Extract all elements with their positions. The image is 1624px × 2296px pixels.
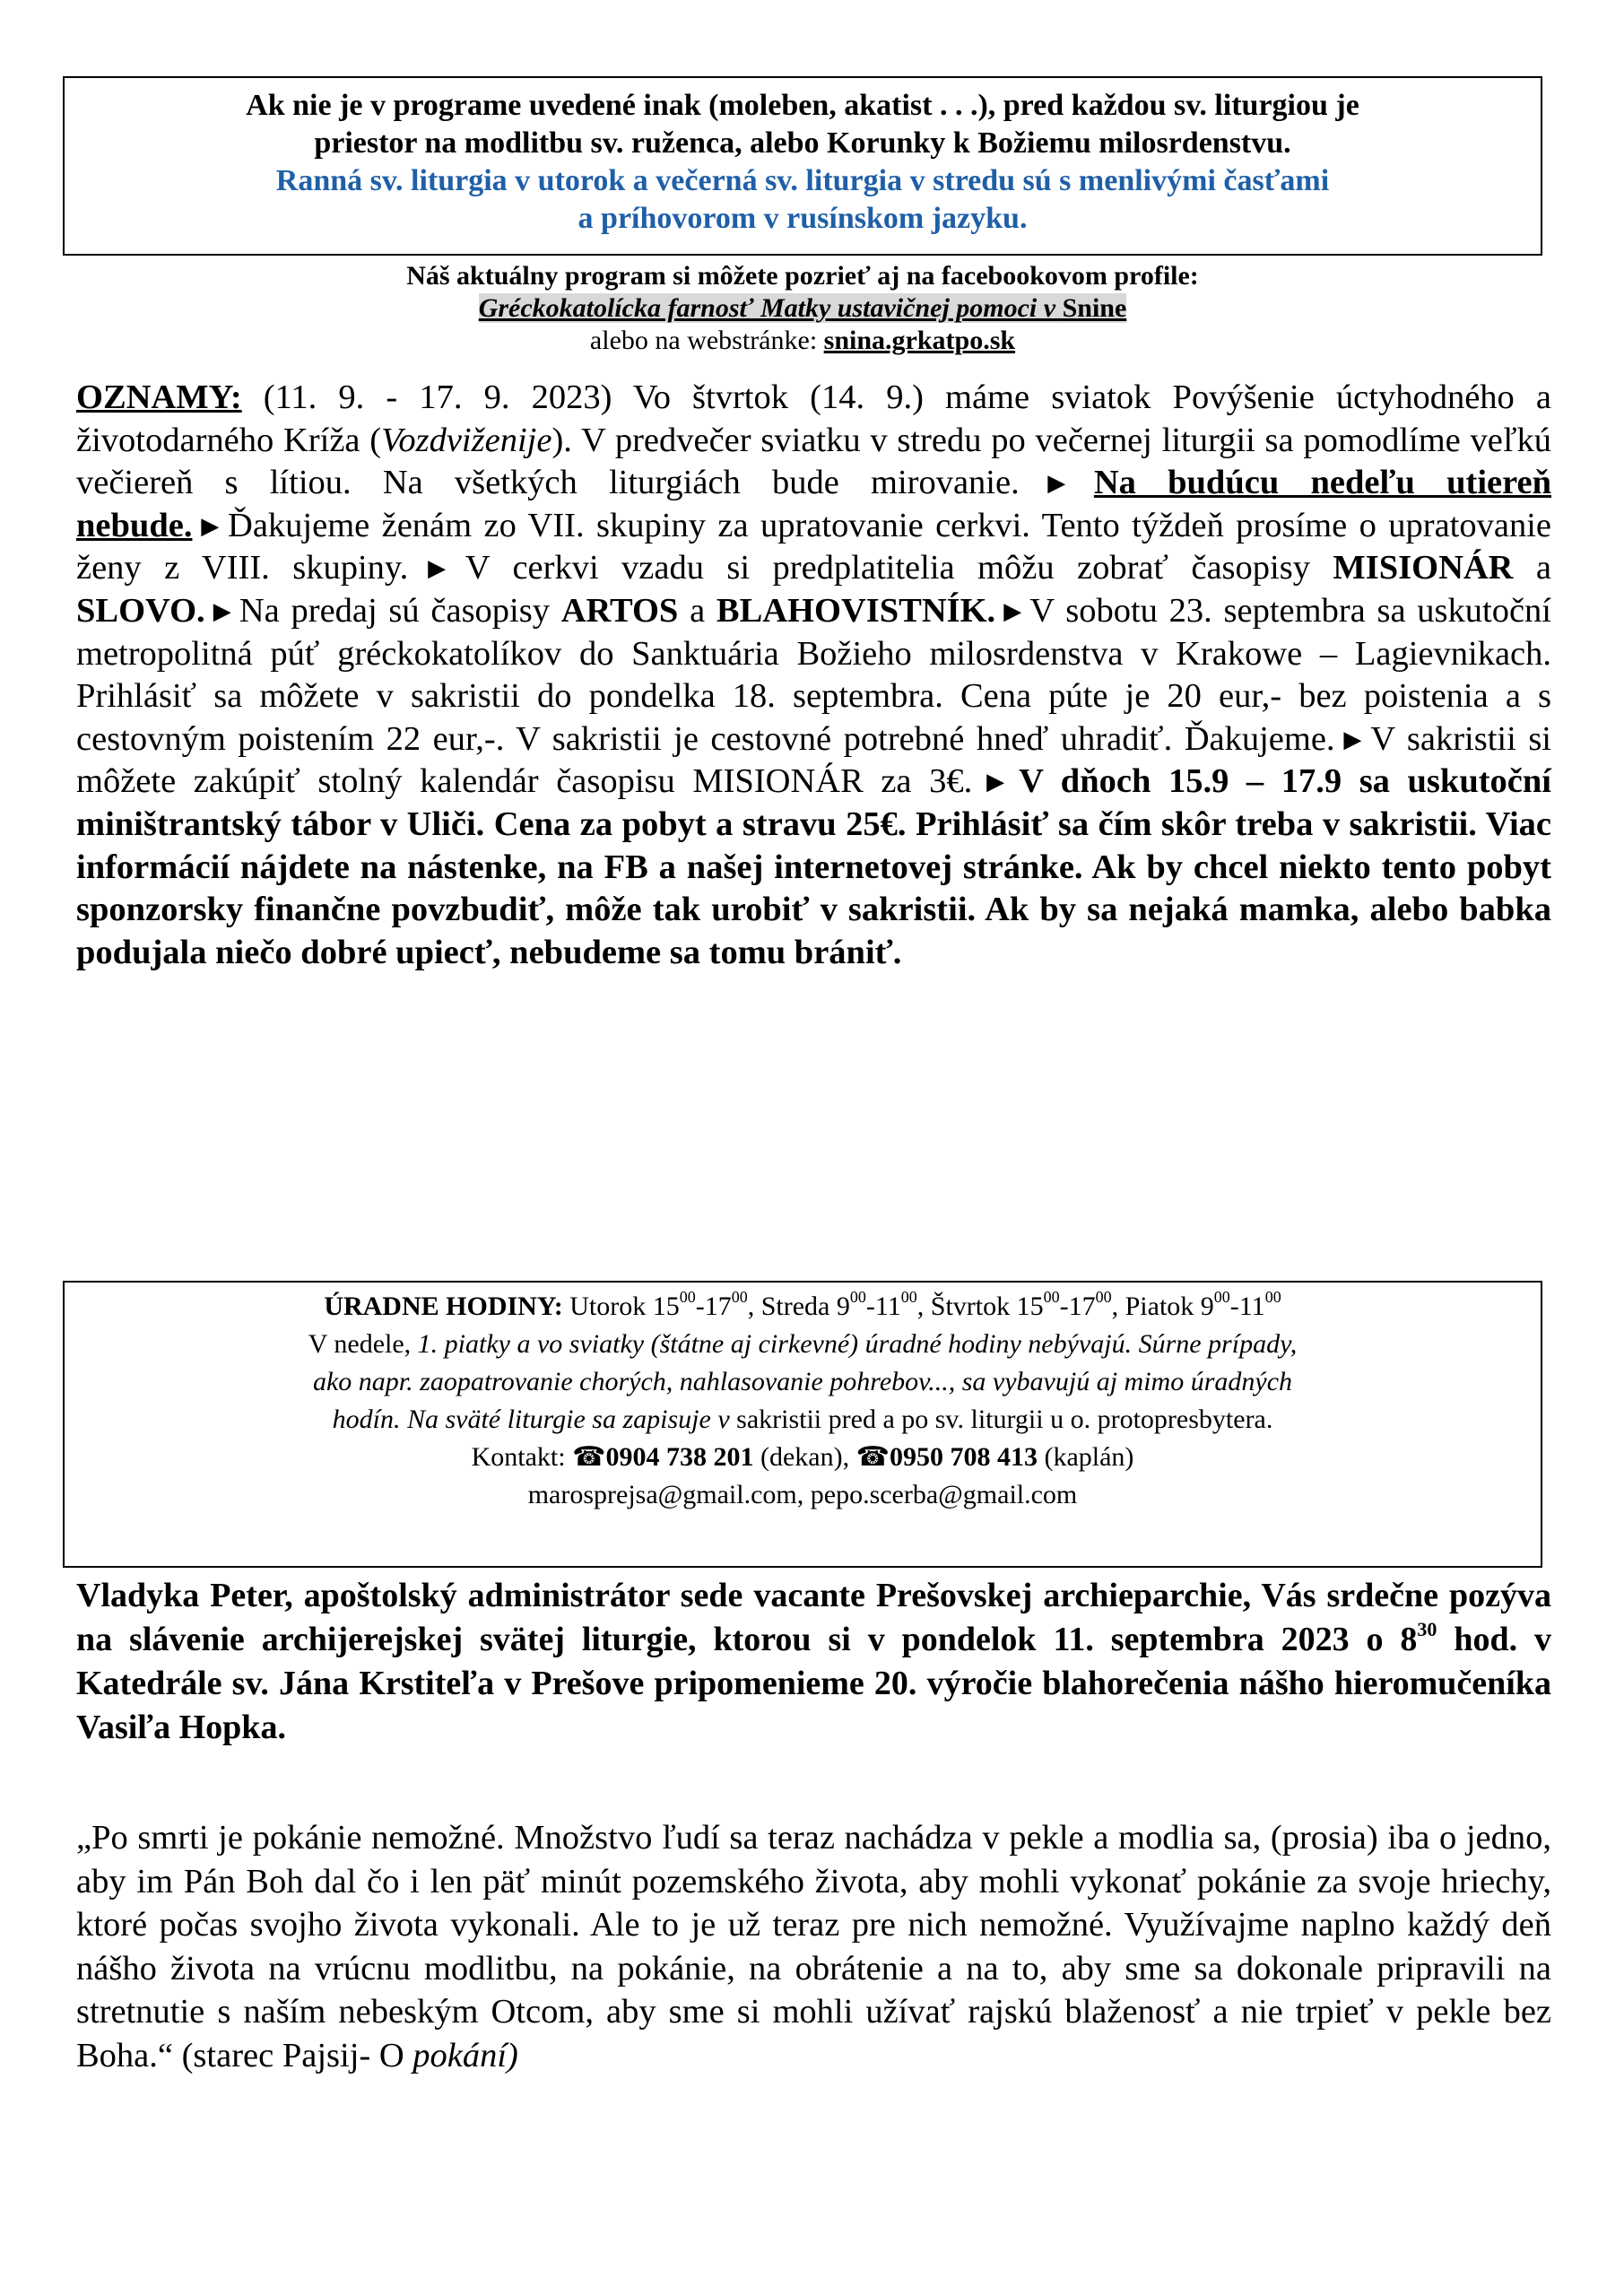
web-prefix: alebo na webstránke: <box>589 326 824 355</box>
web-line <box>63 325 1542 357</box>
hours-sup: 00 <box>1095 1288 1112 1306</box>
hours-friday-end: -11 <box>1229 1292 1265 1321</box>
magazine-blahovistnik: BLAHOVISTNÍK. <box>716 591 996 630</box>
hours-sup: 00 <box>1213 1288 1230 1306</box>
magazine-misionar: MISIONÁR <box>1333 549 1514 587</box>
announcement-cleaning: Ďakujeme ženám zo VII. skupiny za upratovanie cerkvi. Tento týždeň prosíme o upratovanie ženy z VIII. skupiny. <box>76 506 1551 587</box>
bullet-icon: ▶ <box>1024 470 1089 497</box>
announcement-altar-servers-camp: V dňoch 15.9 – 17.9 sa uskutoční miništrantský tábor v Uliči. Cena za pobyt a stravu 25€. Prihlásiť sa čím skôr treba v sakristii. Viac informácií nájdete na nástenke, na FB a našej internetovej stránke. Ak by chcel niekto tento pobyt sponzorsky finančne povzbudiť, môže tak urobiť v sakristii. Ak by sa nejaká mamka, alebo babka podujala niečo dobré upiecť, nebudeme sa tomu brániť. <box>76 762 1551 971</box>
phone-icon: ☎ <box>855 1442 890 1472</box>
phone-icon: ☎ <box>572 1442 606 1472</box>
office-hours-box <box>63 1281 1542 1568</box>
facebook-note-line: Náš aktuálny program si môžete pozrieť aj na facebookovom profile: <box>406 261 1199 291</box>
notice-line-3: Ranná sv. liturgia v utorok a večerná sv. liturgia v stredu sú s menlivými časťami <box>275 164 1330 197</box>
notice-line-4: a príhovorom v rusínskom jazyku. <box>578 202 1028 235</box>
announcement-calendar: V sakristii si môžete zakúpiť stolný kalendár časopisu MISIONÁR za 3€. <box>76 719 1552 801</box>
notice-line-1: Ak nie je v programe uvedené inak (moleben, akatist . . .), pred každou sv. liturgiou je <box>246 89 1359 122</box>
contact-label: Kontakt: <box>471 1442 573 1472</box>
announcement-magazines: V cerkvi vzadu si predplatitelia môžu zobrať časopisy <box>465 549 1333 587</box>
office-liturgy-rest: sakristii pred a po sv. liturgii u o. protopresbytera. <box>736 1405 1273 1434</box>
liturgy-notice-box <box>63 76 1542 256</box>
announcements-section <box>76 377 1551 974</box>
hours-thursday-end: -17 <box>1059 1292 1096 1321</box>
elder-quote <box>76 1816 1551 2077</box>
facebook-profile-name: Gréckokatolícka farnosť Matky ustavičnej pomoci v <box>478 293 1063 323</box>
hours-sup: 00 <box>731 1288 748 1306</box>
bullet-icon: ▶ <box>1340 726 1366 752</box>
email-line[interactable]: marosprejsa@gmail.com, pepo.scerba@gmail.com <box>527 1480 1078 1509</box>
bullet-icon: ▶ <box>413 555 460 582</box>
announcement-pilgrimage: V sobotu 23. septembra sa uskutoční metropolitná púť gréckokatolíkov do Sanktuária Božieho milosrdenstva v Krakowe – Lagievnikach. Prihlásiť sa môžete v sakristii do pondelka 18. septembra. Cena púte je 20 eur,- bez poistenia a s cestovným poistením 22 eur,-. V sakristii je cestovné potrebné hneď uhradiť. Ďakujeme. <box>76 591 1551 758</box>
announcement-feast: (11. 9. - 17. 9. 2023) Vo štvrtok (14. 9.) máme sviatok Povýšenie úctyhodného a životodarného Kríža ( <box>76 378 1551 459</box>
bullet-icon: ▶ <box>197 512 223 539</box>
hours-friday: , Piatok 9 <box>1111 1292 1214 1321</box>
facebook-note <box>63 260 1542 357</box>
hours-sup: 00 <box>849 1288 866 1306</box>
office-liturgy-start: hodín. Na sväté liturgie sa zapisuje v <box>332 1405 737 1434</box>
announcements-heading: OZNAMY: <box>76 378 242 416</box>
hours-wednesday-end: -11 <box>865 1292 901 1321</box>
office-hours-line <box>65 1288 1541 1326</box>
conjunction: a <box>678 591 716 630</box>
hours-tuesday: Utorok 15 <box>562 1292 680 1321</box>
bullet-icon: ▶ <box>1001 597 1025 624</box>
quote-text: „Po smrti je pokánie nemožné. Množstvo ľudí sa teraz nachádza v pekle a modlia sa, (prosia) iba o jedno, aby im Pán Boh dal čo i len päť minút pozemského života, aby mohli vykonať pokánie za svoje hriechy, ktoré počas svojho života vykonali. Ale to je už teraz pre nich nemožné. Využívajme naplno každý deň nášho života na vrúcnu modlitbu, na pokánie, na obrátenie a na to, aby sme sa dokonale pripravili na stretnutie s naším nebeským Otcom, aby sme si mohli užívať rajskú blaženosť a nie trpieť v pekle bez Boha.“ (starec Pajsij- O <box>76 1819 1551 2074</box>
hours-wednesday: , Streda 9 <box>747 1292 850 1321</box>
feast-slavonic-name: Vozdviženije <box>381 421 552 459</box>
bishop-invitation <box>76 1574 1551 1750</box>
office-closed-rest: 1. piatky a vo sviatky (štátne aj cirkevné) úradné hodiny nebývajú. Súrne prípady, <box>417 1329 1298 1359</box>
notice-line-2: priestor na modlitbu sv. ruženca, alebo Korunky k Božiemu milosrdenstvu. <box>314 126 1291 160</box>
phone-dekan-role: (dekan), <box>753 1442 856 1472</box>
announcement-vespers: ). V predvečer sviatku v stredu po večernej liturgii sa pomodlíme veľkú večiereň s lítiou. Na všetkých liturgiách bude mirovanie. <box>76 421 1552 502</box>
magazine-slovo: SLOVO. <box>76 591 205 630</box>
phone-kaplan[interactable]: 0950 708 413 <box>889 1442 1038 1472</box>
invitation-text: Vladyka Peter, apoštolský administrátor sede vacante Prešovskej archieparchie, Vás srdečne pozýva na slávenie archijerejskej svätej liturgie, ktorou si v pondelok 11. septembra 2023 o 8 <box>76 1577 1551 1658</box>
invitation-text-end: hod. v Katedrále sv. Jána Krstiteľa v Prešove pripomenieme 20. výročie blahorečenia nášho hieromučeníka Vasiľa Hopka. <box>76 1621 1551 1746</box>
bullet-icon: ▶ <box>977 769 1014 796</box>
office-urgent-line: ako napr. zaopatrovanie chorých, nahlasovanie pohrebov..., sa vybavujú aj mimo úradných <box>312 1367 1293 1396</box>
bullet-icon: ▶ <box>210 597 234 624</box>
website-link[interactable]: snina.grkatpo.sk <box>823 326 1016 355</box>
office-liturgy-line <box>65 1401 1541 1439</box>
office-closed-line <box>65 1326 1541 1363</box>
contact-line <box>65 1439 1541 1476</box>
phone-kaplan-role: (kaplán) <box>1037 1442 1134 1472</box>
hours-sup: 00 <box>1043 1288 1060 1306</box>
facebook-profile-link[interactable] <box>479 293 1127 323</box>
facebook-profile-name-end: Snine <box>1062 293 1127 323</box>
quote-source: pokání) <box>413 2036 518 2074</box>
phone-dekan[interactable]: 0904 738 201 <box>605 1442 754 1472</box>
hours-sup: 00 <box>1264 1288 1281 1306</box>
magazine-artos: ARTOS <box>560 591 679 630</box>
office-hours-heading: ÚRADNE HODINY: <box>324 1292 563 1321</box>
announcement-no-matins: Na budúcu nedeľu utiereň nebude. <box>76 464 1551 544</box>
facebook-profile-line <box>63 292 1542 325</box>
hours-sup: 00 <box>900 1288 917 1306</box>
invitation-time-sup: 30 <box>1417 1618 1437 1640</box>
announcement-sale: Na predaj sú časopisy <box>239 591 561 630</box>
hours-thursday: , Štvrtok 15 <box>916 1292 1044 1321</box>
hours-tuesday-end: -17 <box>695 1292 732 1321</box>
conjunction: a <box>1513 549 1551 587</box>
office-closed-start: V nedele, <box>308 1329 418 1359</box>
hours-sup: 00 <box>679 1288 696 1306</box>
